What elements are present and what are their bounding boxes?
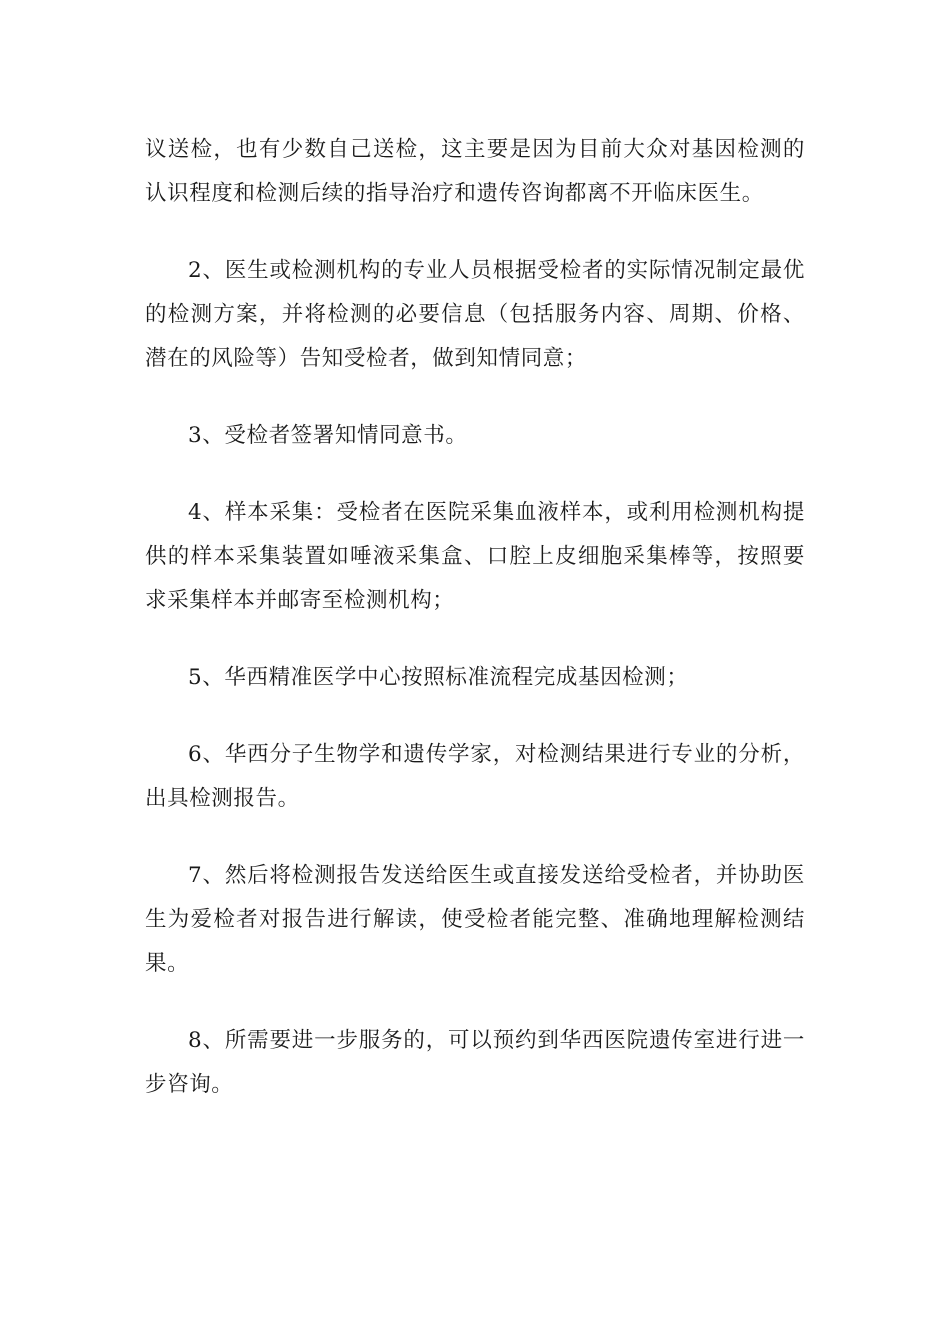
paragraph-step-5: 5、华西精准医学中心按照标准流程完成基因检测； <box>188 665 689 690</box>
paragraph-step-4: 4、样本采集：受检者在医院采集血液样本，或利用检测机构提供的样本采集装置如唾液采集盒、口腔上皮细胞采集棒等，按照要求采集样本并邮寄至检测机构； <box>145 500 805 613</box>
paragraph-step-8: 8、所需要进一步服务的，可以预约到华西医院遗传室进行进一步咨询。 <box>145 1028 805 1097</box>
document-page <box>145 128 805 1140</box>
paragraph-continuation: 议送检，也有少数自己送检，这主要是因为目前大众对基因检测的认识程度和检测后续的指导治疗和遗传咨询都离不开临床医生。 <box>145 137 805 206</box>
paragraph-step-7: 7、然后将检测报告发送给医生或直接发送给受检者，并协助医生为爱检者对报告进行解读，使受检者能完整、准确地理解检测结果。 <box>145 863 805 976</box>
paragraph-step-6: 6、华西分子生物学和遗传学家，对检测结果进行专业的分析，出具检测报告。 <box>145 742 805 811</box>
paragraph-step-3: 3、受检者签署知情同意书。 <box>188 423 468 448</box>
paragraph-step-2: 2、医生或检测机构的专业人员根据受检者的实际情况制定最优的检测方案，并将检测的必要信息（包括服务内容、周期、价格、潜在的风险等）告知受检者，做到知情同意； <box>145 258 805 371</box>
